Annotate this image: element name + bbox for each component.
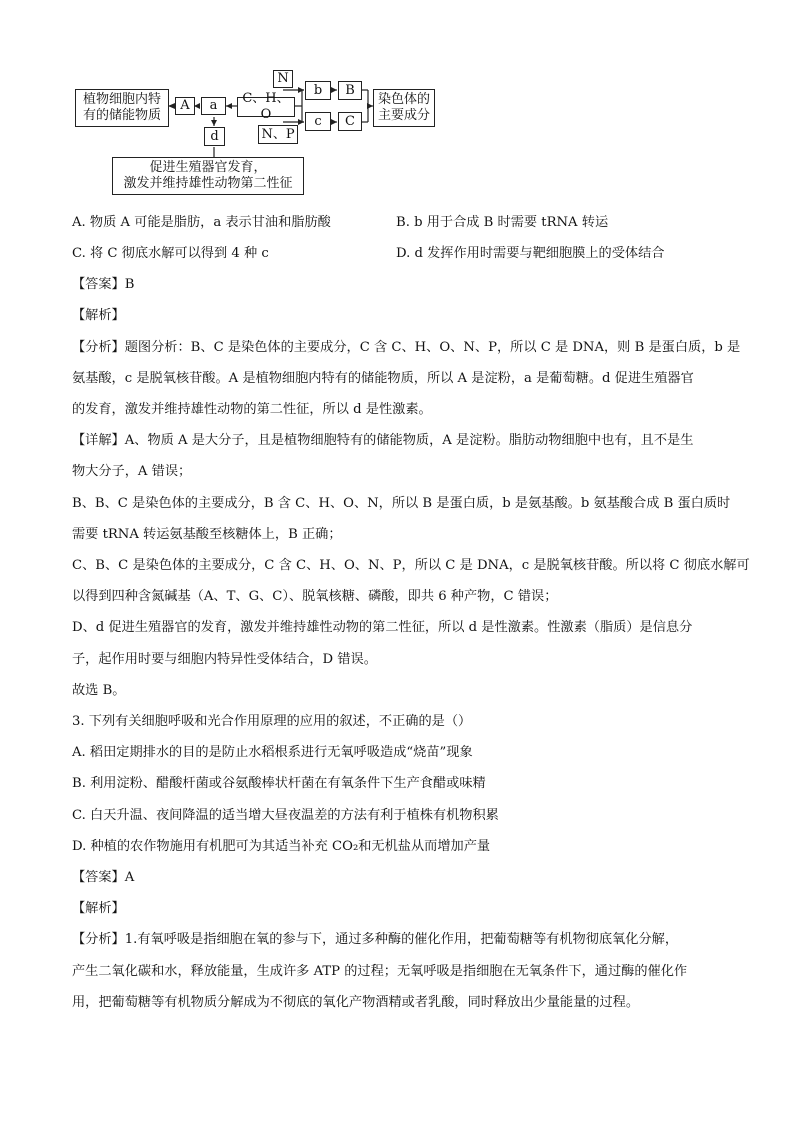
option-D: D. d 发挥作用时需要与靶细胞膜上的受体结合 bbox=[396, 246, 665, 261]
box-N: N bbox=[273, 70, 293, 88]
q3-option-B: B. 利用淀粉、醋酸杆菌或谷氨酸棒状杆菌在有氧条件下生产食醋或味精 bbox=[72, 776, 486, 791]
box-b: b bbox=[305, 81, 331, 100]
box-C: C bbox=[338, 112, 362, 131]
text-line: 物大分子，A 错误； bbox=[72, 464, 192, 479]
box-np: N、P bbox=[258, 125, 298, 144]
box-cho: C、H、O bbox=[237, 97, 295, 117]
analysis-label-1: 【解析】 bbox=[72, 308, 125, 323]
q3-option-D: D. 种植的农作物施用有机肥可为其适当补充 CO₂和无机盐从而增加产量 bbox=[72, 839, 491, 854]
answer-1: 【答案】B bbox=[72, 277, 135, 292]
text-line: B、B、C 是染色体的主要成分，B 含 C、H、O、N，所以 B 是蛋白质，b 是氨基酸。b 氨基酸合成 B 蛋白质时 bbox=[72, 496, 731, 511]
text-line: 的发育，激发并维持雄性动物的第二性征，所以 d 是性激素。 bbox=[72, 402, 432, 417]
text-line: 以得到四种含氮碱基（A、T、G、C）、脱氧核糖、磷酸，即共 6 种产物，C 错误； bbox=[72, 589, 558, 604]
q3-option-A: A. 稻田定期排水的目的是防止水稻根系进行无氧呼吸造成“烧苗”现象 bbox=[72, 745, 473, 760]
text-line: 【分析】题图分析：B、C 是染色体的主要成分，C 含 C、H、O、N、P，所以 C 是 DNA，则 B 是蛋白质，b 是 bbox=[72, 340, 741, 355]
box-B: B bbox=[338, 81, 362, 100]
option-A: A. 物质 A 可能是脂肪，a 表示甘油和脂肪酸 bbox=[72, 215, 331, 230]
hormone-box: 促进生殖器官发育， 激发并维持雄性动物第二性征 bbox=[112, 157, 304, 195]
text-line: 氨基酸，c 是脱氧核苷酸。A 是植物细胞内特有的储能物质，所以 A 是淀粉，a 是葡萄糖。d 促进生殖器官 bbox=[72, 371, 694, 386]
text-line: 【详解】A、物质 A 是大分子，且是植物细胞特有的储能物质，A 是淀粉。脂肪动物细胞中也有，且不是生 bbox=[72, 433, 694, 448]
text-line: C、B、C 是染色体的主要成分，C 含 C、H、O、N、P，所以 C 是 DNA，c 是脱氧核苷酸。所以将 C 彻底水解可 bbox=[72, 558, 750, 573]
box-a: a bbox=[201, 97, 226, 115]
box-c: c bbox=[305, 112, 331, 131]
box-A: A bbox=[175, 97, 195, 115]
text-line: 【分析】1.有氧呼吸是指细胞在氧的参与下，通过多种酶的催化作用，把葡萄糖等有机物彻底氧化分解， bbox=[72, 932, 679, 947]
option-C: C. 将 C 彻底水解可以得到 4 种 c bbox=[72, 246, 269, 261]
text-line: 需要 tRNA 转运氨基酸至核糖体上，B 正确； bbox=[72, 527, 342, 542]
text-line: 故选 B。 bbox=[72, 683, 126, 698]
concept-diagram bbox=[0, 0, 794, 200]
text-line: D、d 促进生殖器官的发育，激发并维持雄性动物的第二性征，所以 d 是性激素。性激素（脂质）是信息分 bbox=[72, 620, 693, 635]
text-line: 产生二氧化碳和水，释放能量，生成许多 ATP 的过程；无氧呼吸是指细胞在无氧条件下，通过酶的催化作 bbox=[72, 964, 688, 979]
chromosome-box: 染色体的 主要成分 bbox=[373, 89, 435, 127]
analysis-label-2: 【解析】 bbox=[72, 901, 125, 916]
text-line: 子，起作用时要与细胞内特异性受体结合，D 错误。 bbox=[72, 652, 377, 667]
q3-option-C: C. 白天升温、夜间降温的适当增大昼夜温差的方法有利于植株有机物积累 bbox=[72, 808, 499, 823]
box-d: d bbox=[204, 127, 225, 146]
answer-2: 【答案】A bbox=[72, 870, 135, 885]
text-line: 用，把葡萄糖等有机物质分解成为不彻底的氧化产物酒精或者乳酸，同时释放出少量能量的过程。 bbox=[72, 995, 640, 1010]
plant-storage-box: 植物细胞内特 有的储能物质 bbox=[75, 89, 169, 127]
option-B: B. b 用于合成 B 时需要 tRNA 转运 bbox=[396, 215, 609, 230]
question-3: 3. 下列有关细胞呼吸和光合作用原理的应用的叙述，不正确的是（） bbox=[72, 714, 472, 729]
